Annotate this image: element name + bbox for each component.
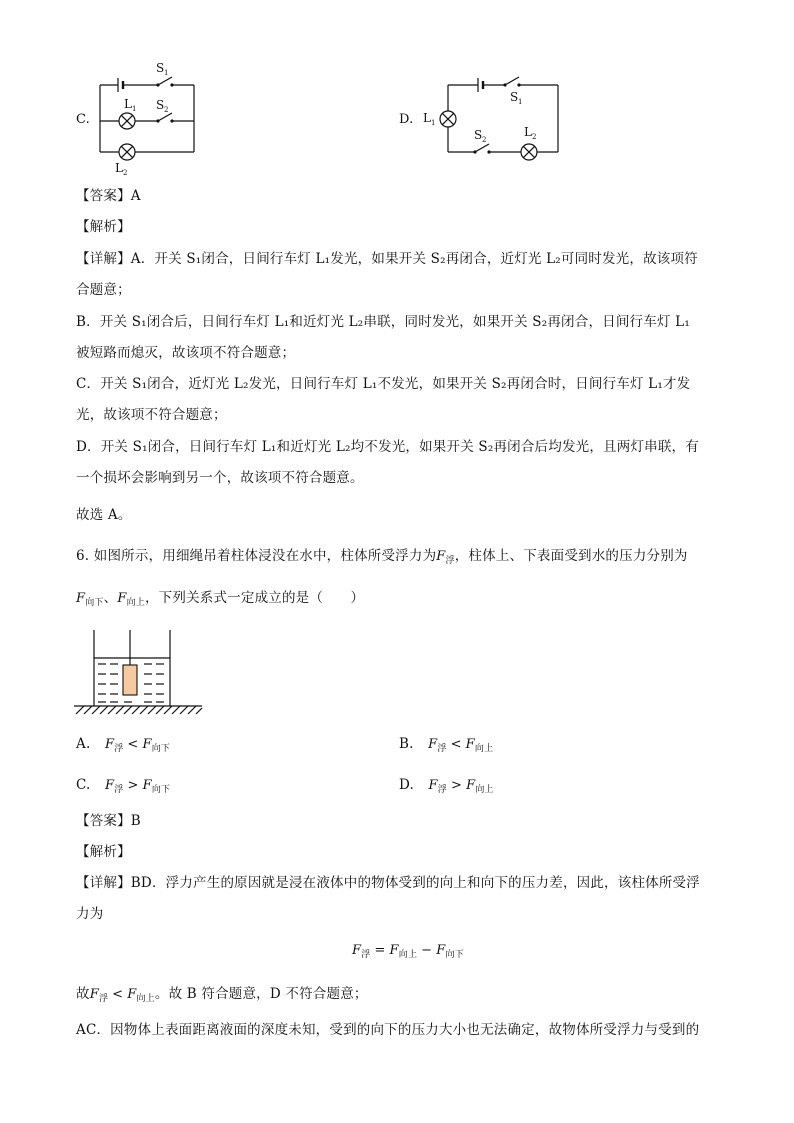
- q6-stem-part3: ，下列关系式一定成立的是（ ）: [144, 590, 365, 606]
- q5-detail-line-4: 被短路而熄灭，故该项不符合题意；: [76, 345, 296, 361]
- q6-detail-line-2: 力为: [76, 906, 104, 922]
- q6-detail-line-1: 【详解】BD．浮力产生的原因就是浸在液体中的物体受到的向上和向下的压力差，因此，该柱体所受浮: [76, 875, 700, 891]
- q6-option-d: D. $F_浮 > F_{向上}$: [399, 777, 494, 795]
- buoyancy-equation: $F_浮 = F_{向上} - F_{向下}$: [352, 943, 464, 960]
- l1-subscript: 1: [132, 105, 137, 113]
- s2-subscript: 2: [482, 136, 487, 144]
- s1-label: S: [510, 90, 519, 104]
- q6-option-a: A. $F_浮 < F_{向下}$: [76, 736, 171, 754]
- q5-detail-line-8: 一个损坏会影响到另一个，故该项不符合题意。: [76, 470, 364, 486]
- q6-stem-part2: ，柱体上、下表面受到水的压力分别为: [454, 548, 688, 564]
- q6-conclusion-line: 故$F_浮 < F_{向上}$。故 B 符合题意，D 不符合题意；: [76, 986, 368, 1004]
- q5-detail-line-2: 合题意；: [76, 282, 131, 298]
- q6-stem-part1: 6. 如图所示，用细绳吊着柱体浸没在水中，柱体所受浮力为: [76, 548, 437, 564]
- q5-conclusion: 故选 A。: [76, 507, 132, 523]
- option-d-label: D.: [399, 112, 414, 127]
- l2-subscript: 2: [532, 133, 537, 141]
- s2-subscript: 2: [164, 106, 169, 114]
- q6-answer: 【答案】B: [76, 813, 141, 829]
- l1-label: L: [124, 97, 132, 111]
- q5-detail-line-5: C．开关 S₁闭合，近灯光 L₂发光，日间行车灯 L₁不发光，如果开关 S₂再闭合时，日间行车灯 L₁才发: [76, 376, 691, 392]
- q5-detail-line-1: 【详解】A．开关 S₁闭合，日间行车灯 L₁发光，如果开关 S₂再闭合，近灯光 L₂可同时发光，故该项符: [76, 251, 698, 267]
- q6-option-b: B. $F_浮 < F_{向上}$: [399, 736, 494, 754]
- q5-detail-line-3: B．开关 S₁闭合后，日间行车灯 L₁和近灯光 L₂串联，同时发光，如果开关 S₂再闭合，日间行车灯 L₁: [76, 314, 690, 330]
- q6-option-c: C. $F_浮 > F_{向下}$: [76, 777, 171, 795]
- q5-analysis-heading: 【解析】: [76, 219, 131, 235]
- beaker-figure: [72, 628, 207, 720]
- s1-subscript: 1: [518, 98, 523, 106]
- f-down-symbol: $F_{向下}$: [76, 591, 104, 608]
- s1-subscript: 1: [164, 69, 169, 77]
- circuit-diagram-c: [90, 55, 210, 180]
- q6-stem-line-1: [76, 546, 688, 571]
- l2-label: L: [115, 161, 123, 175]
- q6-analysis-heading: 【解析】: [76, 844, 131, 860]
- option-c-label: C.: [76, 112, 91, 127]
- q5-answer: 【答案】A: [76, 188, 141, 204]
- f-buoy-symbol: $F_浮$: [436, 549, 455, 566]
- l2-subscript: 2: [123, 169, 128, 177]
- f-up-symbol: $F_{向上}$: [117, 591, 145, 608]
- s1-label: S: [156, 61, 165, 75]
- q6-ac-line: AC．因物体上表面距离液面的深度未知，受到的向下的压力大小也无法确定，故物体所受浮力与受到的: [76, 1022, 700, 1038]
- s2-label: S: [474, 128, 483, 142]
- l1-subscript: 1: [431, 119, 436, 127]
- q5-detail-line-6: 光，故该项不符合题意；: [76, 407, 227, 423]
- q5-detail-line-7: D．开关 S₁闭合，日间行车灯 L₁和近灯光 L₂均不发光，如果开关 S₂再闭合后均发光，且两灯串联，有: [76, 439, 699, 455]
- q6-stem-line-2: $F_{向下}$、$F_{向上}$，下列关系式一定成立的是（ ）: [76, 590, 365, 608]
- circuit-diagram-d: [420, 70, 570, 170]
- l1-label: L: [423, 111, 431, 125]
- s2-label: S: [156, 98, 165, 112]
- l2-label: L: [524, 125, 532, 139]
